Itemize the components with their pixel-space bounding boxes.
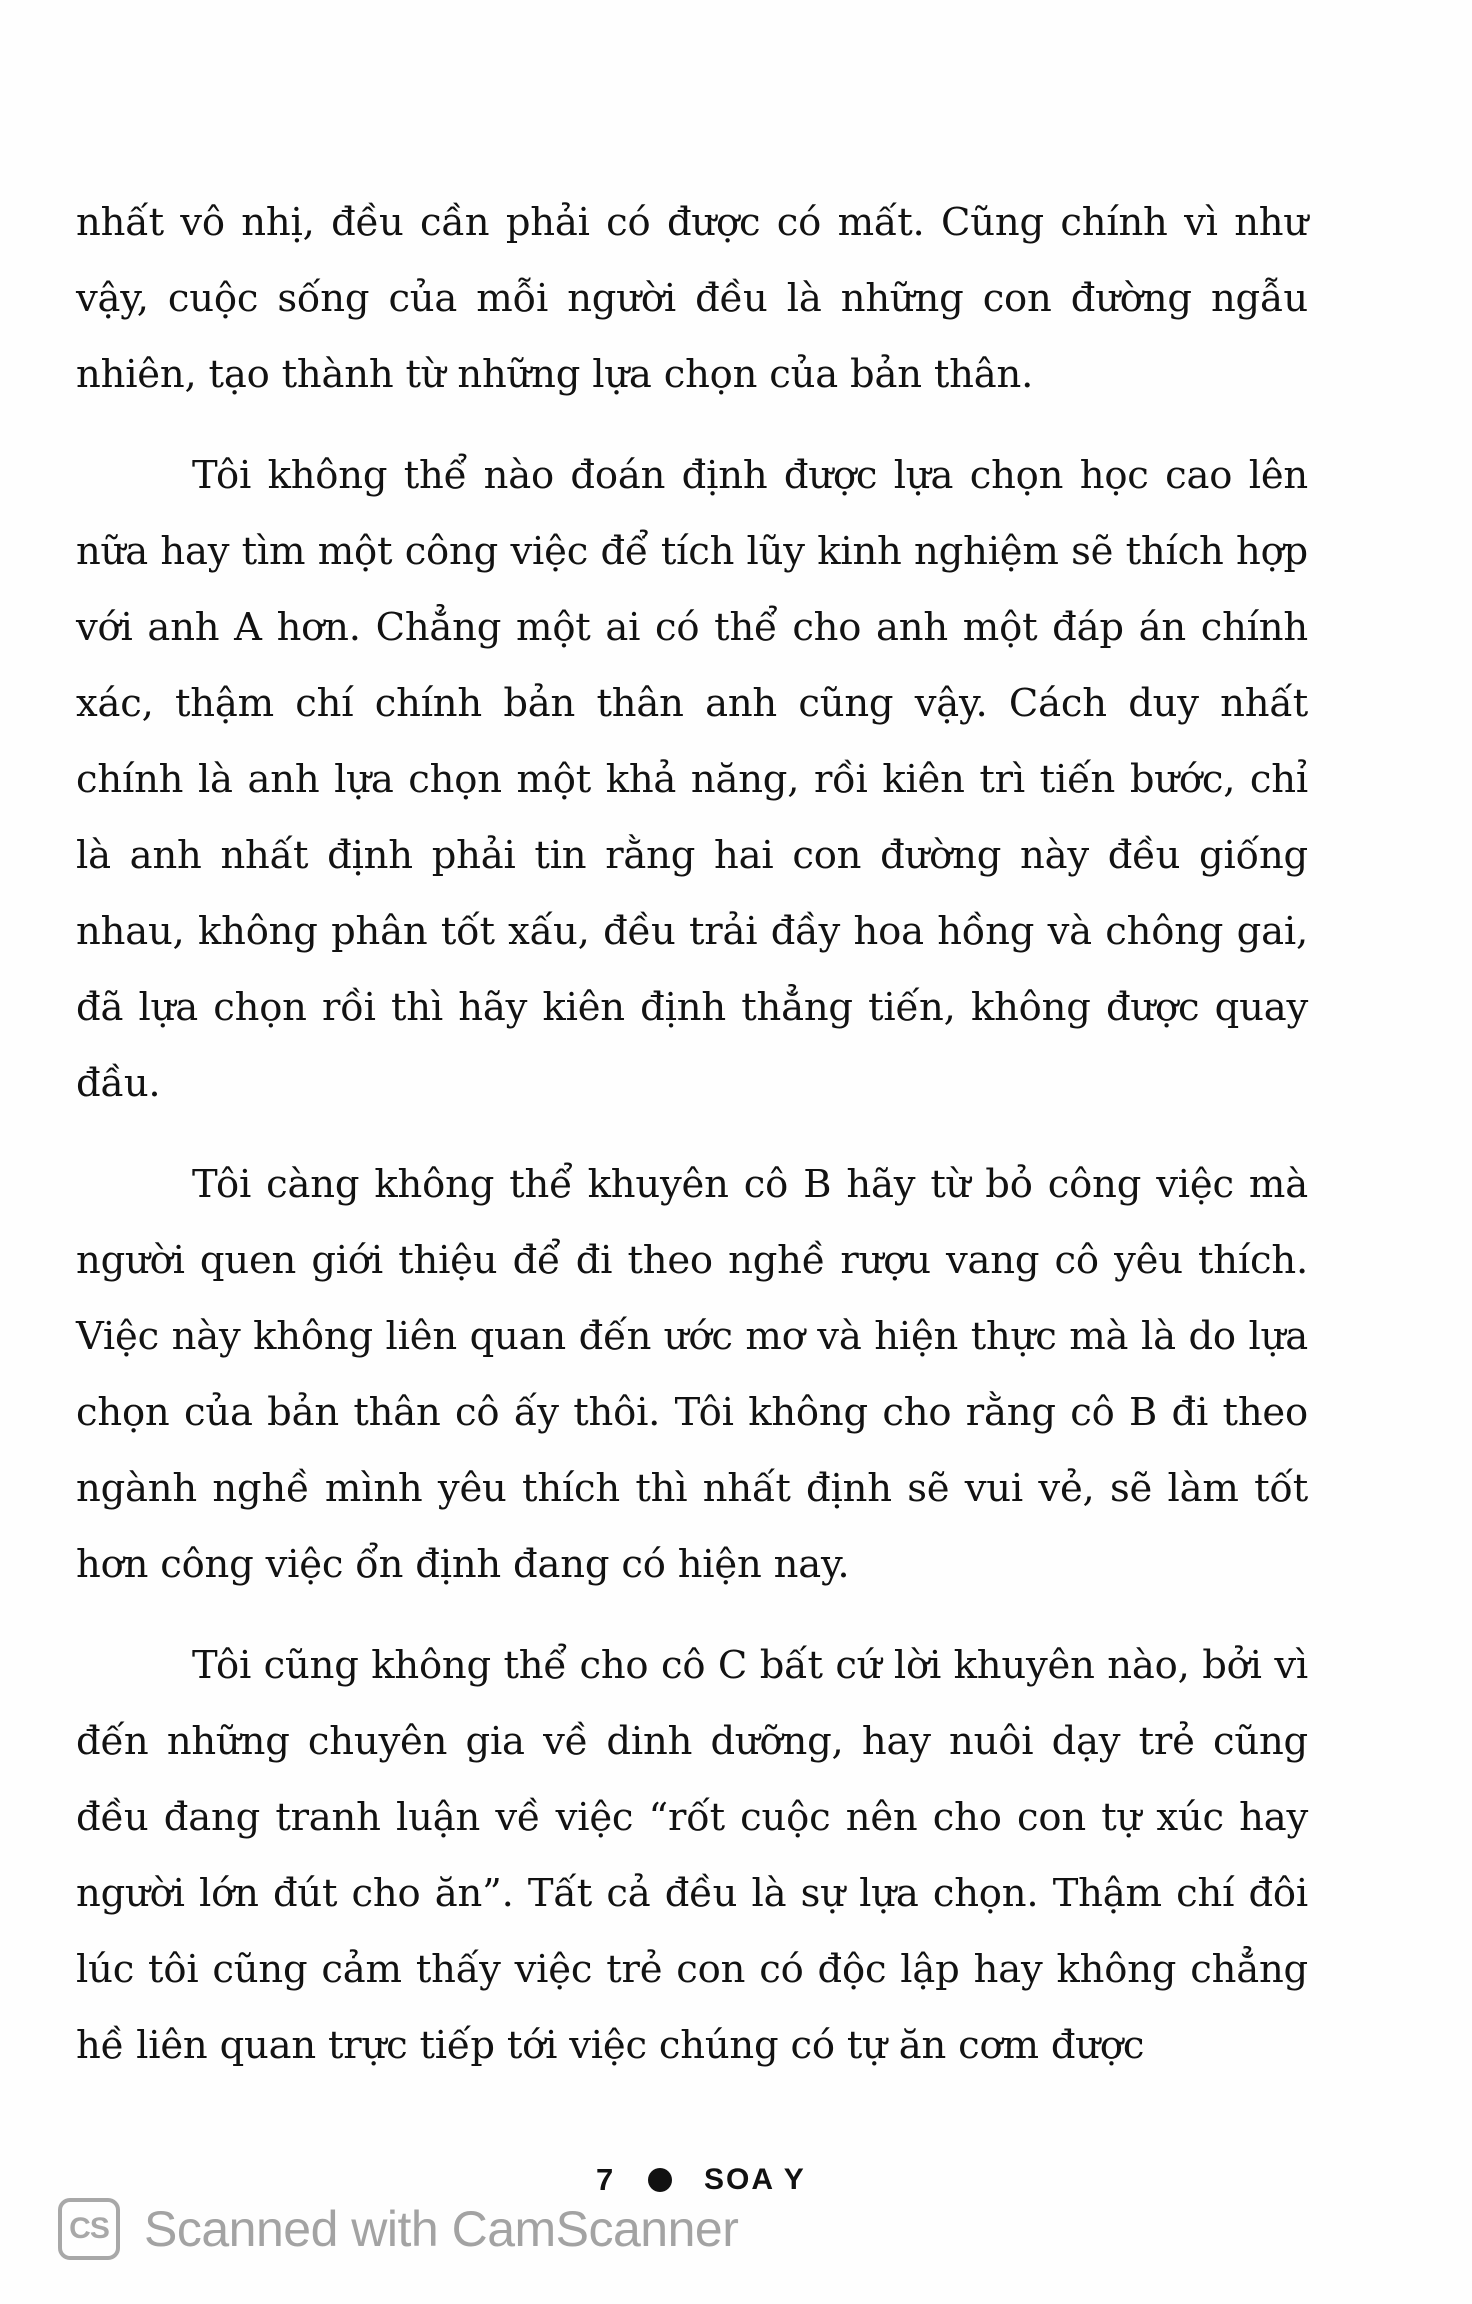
paragraph-continued: nhất vô nhị, đều cần phải có được có mất. Cũng chính vì như vậy, cuộc sống của mỗi người đều là những con đường ngẫu nhiên, tạo thành từ những lựa chọn của bản thân. (76, 200, 1308, 397)
camscanner-logo-icon: CS (58, 2198, 120, 2260)
book-title: SOA Y (704, 2163, 806, 2196)
watermark-text: Scanned with CamScanner (144, 2201, 739, 2257)
paragraph-anh-a: Tôi không thể nào đoán định được lựa chọn học cao lên nữa hay tìm một công việc để tích lũy kinh nghiệm sẽ thích hợp với anh A hơn. Chẳng một ai có thể cho anh một đáp án chính xác, thậm chí chính bản thân anh cũng vậy. Cách duy nhất chính là anh lựa chọn một khả năng, rồi kiên trì tiến bước, chỉ là anh nhất định phải tin rằng hai con đường này đều giống nhau, không phân tốt xấu, đều trải đầy hoa hồng và chông gai, đã lựa chọn rồi thì hãy kiên định thẳng tiến, không được quay đầu. (76, 453, 1308, 1106)
bullet-dot-icon (648, 2168, 672, 2192)
paragraph-co-c: Tôi cũng không thể cho cô C bất cứ lời khuyên nào, bởi vì đến những chuyên gia về dinh dưỡng, hay nuôi dạy trẻ cũng đều đang tranh luận về việc “rốt cuộc nên cho con tự xúc hay người lớn đút cho ăn”. Tất cả đều là sự lựa chọn. Thậm chí đôi lúc tôi cũng cảm thấy việc trẻ con có độc lập hay không chẳng hề liên quan trực tiếp tới việc chúng có tự ăn cơm được (76, 1643, 1308, 2068)
camscanner-watermark (58, 2196, 738, 2262)
body-text (76, 185, 1308, 2084)
paragraph-co-b: Tôi càng không thể khuyên cô B hãy từ bỏ công việc mà người quen giới thiệu để đi theo nghề rượu vang cô yêu thích. Việc này không liên quan đến ước mơ và hiện thực mà là do lựa chọn của bản thân cô ấy thôi. Tôi không cho rằng cô B đi theo ngành nghề mình yêu thích thì nhất định sẽ vui vẻ, sẽ làm tốt hơn công việc ổn định đang có hiện nay. (76, 1162, 1308, 1587)
page-footer (0, 2160, 1472, 2200)
page-number: 7 (596, 2162, 614, 2197)
